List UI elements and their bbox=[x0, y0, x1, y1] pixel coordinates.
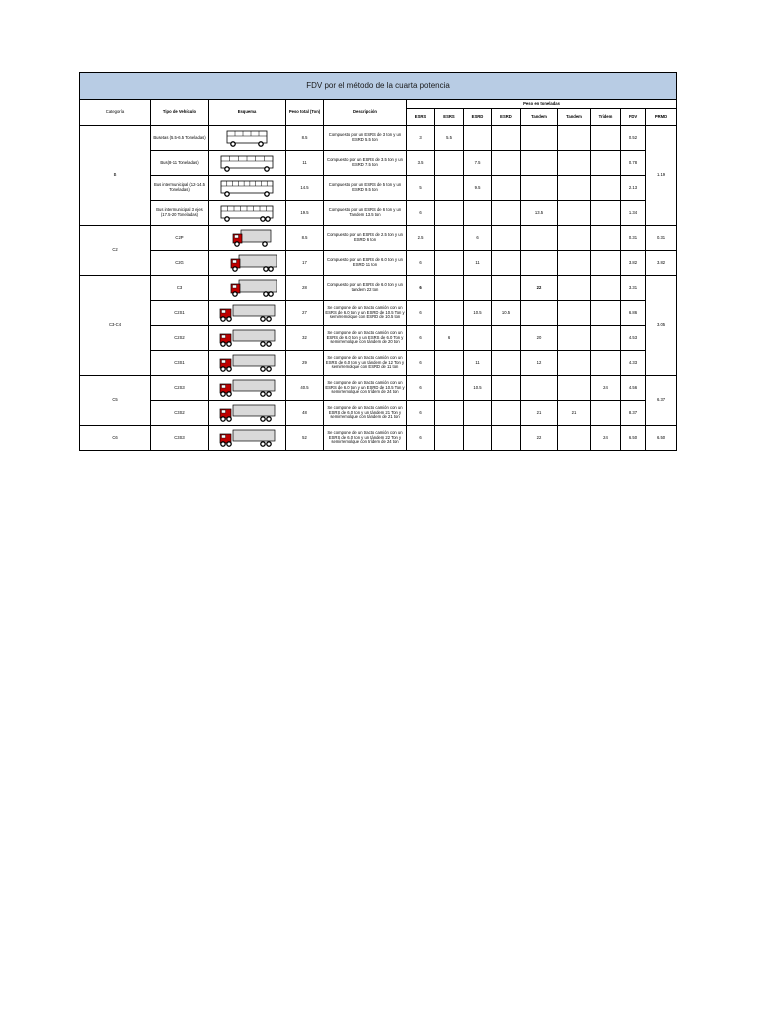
weight-cell-esrs: 6 bbox=[407, 426, 435, 451]
scheme-cell bbox=[209, 201, 286, 226]
category-cell: C5 bbox=[80, 376, 151, 426]
scheme-cell bbox=[209, 226, 286, 251]
weight-cell-esrs: 6 bbox=[407, 326, 435, 351]
vehicle-type-cell: C2S1 bbox=[151, 301, 209, 326]
weight-cell-esrd bbox=[492, 426, 521, 451]
fdv-cell: 4.33 bbox=[621, 351, 646, 376]
weight-cell-esrs bbox=[435, 251, 464, 276]
weight-cell-tridem bbox=[591, 276, 621, 301]
weight-cell-tandem bbox=[558, 126, 591, 151]
scheme-cell bbox=[209, 326, 286, 351]
weight-cell-tridem bbox=[591, 176, 621, 201]
weight-cell-esrs bbox=[435, 401, 464, 426]
scheme-cell bbox=[209, 176, 286, 201]
total-weight-cell: 8.5 bbox=[286, 226, 324, 251]
col-header-esrs-0: ESRS bbox=[407, 109, 435, 126]
table-row bbox=[80, 301, 677, 326]
weight-cell-tandem: 21 bbox=[558, 401, 591, 426]
total-weight-cell: 48 bbox=[286, 401, 324, 426]
weight-cell-esrd: 7.5 bbox=[464, 151, 492, 176]
fdv-table bbox=[79, 72, 677, 451]
fdv-cell: 0.31 bbox=[621, 226, 646, 251]
category-cell: C3-C4 bbox=[80, 276, 151, 376]
weight-cell-esrd bbox=[464, 201, 492, 226]
col-header-tridem-6: Tridem bbox=[591, 109, 621, 126]
weight-cell-esrs bbox=[435, 226, 464, 251]
weight-cell-esrd bbox=[464, 326, 492, 351]
col-header-peso-group: Peso en toneladas bbox=[407, 100, 677, 109]
fdv-cell: 4.53 bbox=[621, 326, 646, 351]
weight-cell-tandem bbox=[558, 326, 591, 351]
fdv-cell: 3.31 bbox=[621, 276, 646, 301]
weight-cell-esrs: 2.5 bbox=[407, 226, 435, 251]
long-bus-icon bbox=[217, 179, 277, 197]
table-row bbox=[80, 126, 677, 151]
vehicle-type-cell: C2G bbox=[151, 251, 209, 276]
fdv-cell: 0.52 bbox=[621, 126, 646, 151]
weight-cell-tridem bbox=[591, 401, 621, 426]
weight-cell-tandem bbox=[558, 426, 591, 451]
weight-cell-tridem bbox=[591, 126, 621, 151]
weight-cell-tandem bbox=[558, 151, 591, 176]
vehicle-type-cell: C3 bbox=[151, 276, 209, 301]
weight-cell-esrd: 11 bbox=[464, 251, 492, 276]
col-header-esrd-3: ESRD bbox=[492, 109, 521, 126]
weight-cell-tandem bbox=[521, 251, 558, 276]
fdv-cell: 6.86 bbox=[621, 301, 646, 326]
prmd-cell: 0.31 bbox=[646, 226, 677, 251]
fdv-cell: 4.56 bbox=[621, 376, 646, 401]
weight-cell-esrd bbox=[492, 251, 521, 276]
weight-cell-esrs: 5 bbox=[407, 176, 435, 201]
weight-cell-esrs bbox=[435, 151, 464, 176]
weight-cell-esrs: 6 bbox=[407, 201, 435, 226]
weight-cell-tandem bbox=[558, 376, 591, 401]
weight-cell-esrd bbox=[492, 276, 521, 301]
table-row bbox=[80, 426, 677, 451]
fdv-cell: 0.78 bbox=[621, 151, 646, 176]
scheme-cell bbox=[209, 251, 286, 276]
table-row bbox=[80, 176, 677, 201]
category-cell: B bbox=[80, 126, 151, 226]
weight-cell-esrd: 10.5 bbox=[492, 301, 521, 326]
scheme-cell bbox=[209, 301, 286, 326]
description-cell: Compuesto por un ESRS de 2.5 ton y un ESRD 6 ton bbox=[324, 226, 407, 251]
total-weight-cell: 40.5 bbox=[286, 376, 324, 401]
total-weight-cell: 11 bbox=[286, 151, 324, 176]
semi-trailer-icon bbox=[217, 354, 277, 372]
weight-cell-esrd bbox=[464, 126, 492, 151]
description-cell: Compuesto por un ESRS de 5 ton y un ESRD 9.5 ton bbox=[324, 176, 407, 201]
weight-cell-esrs: 6 bbox=[407, 401, 435, 426]
weight-cell-tandem bbox=[558, 251, 591, 276]
table-row bbox=[80, 326, 677, 351]
total-weight-cell: 14.5 bbox=[286, 176, 324, 201]
total-weight-cell: 29 bbox=[286, 351, 324, 376]
weight-cell-esrs: 6 bbox=[407, 376, 435, 401]
weight-cell-esrd: 11 bbox=[464, 351, 492, 376]
description-cell: Se compone de un tracto camión con un ESRS de 6.0 ton y un ESRD de 10.5 Ton y semirremolque con ESRD de 10.5 ton bbox=[324, 301, 407, 326]
scheme-cell bbox=[209, 126, 286, 151]
scheme-cell bbox=[209, 276, 286, 301]
weight-cell-tandem bbox=[558, 201, 591, 226]
weight-cell-esrd bbox=[492, 151, 521, 176]
weight-cell-esrd bbox=[492, 126, 521, 151]
weight-cell-esrd: 10.5 bbox=[464, 376, 492, 401]
weight-cell-tandem bbox=[558, 226, 591, 251]
prmd-cell: 6.50 bbox=[646, 426, 677, 451]
weight-cell-tandem bbox=[521, 151, 558, 176]
table-row bbox=[80, 151, 677, 176]
weight-cell-esrs bbox=[435, 351, 464, 376]
weight-cell-tandem: 13.5 bbox=[521, 201, 558, 226]
description-cell: Compuesto por un ESRS de 6 ton y un Tandem 13.5 ton bbox=[324, 201, 407, 226]
col-header-esquema: Esquema bbox=[209, 100, 286, 126]
col-header-tipo: Tipo de Vehículo bbox=[151, 100, 209, 126]
weight-cell-tandem: 20 bbox=[521, 326, 558, 351]
vehicle-type-cell: C3S1 bbox=[151, 351, 209, 376]
description-cell: Compuesto por un ESRS de 6.0 ton y un ESRD 11 ton bbox=[324, 251, 407, 276]
fdv-cell: 1.34 bbox=[621, 201, 646, 226]
weight-cell-tridem bbox=[591, 326, 621, 351]
col-header-esrd-2: ESRD bbox=[464, 109, 492, 126]
scheme-cell bbox=[209, 351, 286, 376]
description-cell: Se compone de un tracto camión con un ESRS de 6.0 ton y un tándem 22 Ton y semirremolque con trídem de 24 ton bbox=[324, 426, 407, 451]
vehicle-type-cell: Bus intermunicipal 3 ejes (17.5-20 Toneladas) bbox=[151, 201, 209, 226]
weight-cell-esrd bbox=[492, 226, 521, 251]
fdv-cell: 2.13 bbox=[621, 176, 646, 201]
table-row bbox=[80, 251, 677, 276]
weight-cell-esrd bbox=[492, 201, 521, 226]
weight-cell-esrs: 6 bbox=[435, 326, 464, 351]
table-row bbox=[80, 376, 677, 401]
description-cell: Se compone de un tracto camión con un ESRS de 6.0 ton y un ESRS de 6.0 Ton y semirremolque con tándem de 20 ton bbox=[324, 326, 407, 351]
col-header-tandem-4: Tandem bbox=[521, 109, 558, 126]
col-header-fdv-7: FDV bbox=[621, 109, 646, 126]
weight-cell-esrd: 6 bbox=[464, 226, 492, 251]
weight-cell-tandem: 22 bbox=[521, 276, 558, 301]
weight-cell-tandem bbox=[521, 176, 558, 201]
vehicle-type-cell: C2P bbox=[151, 226, 209, 251]
category-cell: C2 bbox=[80, 226, 151, 276]
col-header-tandem-5: Tandem bbox=[558, 109, 591, 126]
weight-cell-tridem bbox=[591, 251, 621, 276]
col-header-categoria: Categoría bbox=[80, 100, 151, 126]
prmd-cell: 6.37 bbox=[646, 376, 677, 426]
vehicle-type-cell: C2S3 bbox=[151, 376, 209, 401]
weight-cell-tridem bbox=[591, 226, 621, 251]
fdv-cell: 8.37 bbox=[621, 401, 646, 426]
weight-cell-tandem bbox=[558, 176, 591, 201]
semi-trailer-icon bbox=[217, 329, 277, 347]
fdv-cell: 3.82 bbox=[621, 251, 646, 276]
description-cell: Se compone de un tracto camión con un ESRS de 6.0 ton y un tándem de 12 Ton y semirremolque con ESRD de 11 ton bbox=[324, 351, 407, 376]
total-weight-cell: 8.5 bbox=[286, 126, 324, 151]
fdv-cell: 6.50 bbox=[621, 426, 646, 451]
small-truck-icon bbox=[217, 229, 277, 247]
weight-cell-esrd: 10.5 bbox=[464, 301, 492, 326]
weight-cell-esrs: 3.5 bbox=[407, 151, 435, 176]
table-row bbox=[80, 276, 677, 301]
col-header-descripcion: Descripción bbox=[324, 100, 407, 126]
vehicle-type-cell: C3S2 bbox=[151, 401, 209, 426]
weight-cell-tandem bbox=[521, 226, 558, 251]
weight-cell-tandem bbox=[558, 301, 591, 326]
weight-cell-esrs: 6 bbox=[407, 351, 435, 376]
weight-cell-tandem: 21 bbox=[521, 401, 558, 426]
weight-cell-esrd: 9.5 bbox=[464, 176, 492, 201]
weight-cell-esrs bbox=[435, 276, 464, 301]
total-weight-cell: 52 bbox=[286, 426, 324, 451]
weight-cell-tridem: 24 bbox=[591, 376, 621, 401]
weight-cell-tridem: 24 bbox=[591, 426, 621, 451]
semi-trailer-icon bbox=[217, 429, 277, 447]
weight-cell-tandem: 22 bbox=[521, 426, 558, 451]
description-cell: Se compone de un tracto camión con un ESRS de 6.0 ton y un ESRD de 10.5 Ton y semirremolque con trídem de 24 ton bbox=[324, 376, 407, 401]
weight-cell-esrs: 6 bbox=[407, 251, 435, 276]
weight-cell-esrs: 6 bbox=[407, 301, 435, 326]
weight-cell-esrd bbox=[464, 401, 492, 426]
scheme-cell bbox=[209, 376, 286, 401]
description-cell: Compuesto por un ESRS de 3 ton y un ESRD 5.5 ton bbox=[324, 126, 407, 151]
three-axle-bus-icon bbox=[217, 204, 277, 222]
weight-cell-tridem bbox=[591, 201, 621, 226]
weight-cell-esrd bbox=[464, 426, 492, 451]
scheme-cell bbox=[209, 426, 286, 451]
weight-cell-esrs: 6 bbox=[407, 276, 435, 301]
scheme-cell bbox=[209, 151, 286, 176]
col-header-esrs-1: ESRS bbox=[435, 109, 464, 126]
total-weight-cell: 27 bbox=[286, 301, 324, 326]
description-cell: Se compone de un tracto camión con un ESRS de 6.0 ton y un tándem 21 Ton y semirremolque con tándem de 21 ton bbox=[324, 401, 407, 426]
prmd-cell: 3.05 bbox=[646, 276, 677, 376]
truck-icon bbox=[217, 279, 277, 297]
weight-cell-tandem bbox=[521, 301, 558, 326]
weight-cell-tandem bbox=[558, 276, 591, 301]
weight-cell-esrd bbox=[492, 401, 521, 426]
weight-cell-esrs bbox=[435, 201, 464, 226]
prmd-cell: 3.82 bbox=[646, 251, 677, 276]
vehicle-type-cell: C2S2 bbox=[151, 326, 209, 351]
semi-trailer-icon bbox=[217, 304, 277, 322]
total-weight-cell: 19.5 bbox=[286, 201, 324, 226]
weight-cell-esrd bbox=[464, 276, 492, 301]
weight-cell-tandem bbox=[558, 351, 591, 376]
table-title: FDV por el método de la cuarta potencia bbox=[80, 73, 677, 100]
table-row bbox=[80, 201, 677, 226]
vehicle-type-cell: C3S3 bbox=[151, 426, 209, 451]
table-row bbox=[80, 226, 677, 251]
weight-cell-tandem bbox=[521, 376, 558, 401]
minibus-icon bbox=[217, 129, 277, 147]
semi-trailer-icon bbox=[217, 404, 277, 422]
col-header-peso-total: Peso total (Ton) bbox=[286, 100, 324, 126]
description-cell: Compuesto por un ESRS de 3.5 ton y un ESRD 7.5 ton bbox=[324, 151, 407, 176]
truck-icon bbox=[217, 254, 277, 272]
weight-cell-tridem bbox=[591, 301, 621, 326]
weight-cell-esrs bbox=[435, 301, 464, 326]
category-cell: C6 bbox=[80, 426, 151, 451]
weight-cell-esrs: 5.5 bbox=[435, 126, 464, 151]
weight-cell-esrd bbox=[492, 326, 521, 351]
table-row bbox=[80, 401, 677, 426]
prmd-cell: 1.19 bbox=[646, 126, 677, 226]
semi-trailer-icon bbox=[217, 379, 277, 397]
table-row bbox=[80, 351, 677, 376]
weight-cell-esrd bbox=[492, 176, 521, 201]
vehicle-type-cell: Bus intermunicipal (12-14.5 Toneladas) bbox=[151, 176, 209, 201]
scheme-cell bbox=[209, 401, 286, 426]
bus-icon bbox=[217, 154, 277, 172]
col-header-prmd-8: PRMD bbox=[646, 109, 677, 126]
total-weight-cell: 28 bbox=[286, 276, 324, 301]
weight-cell-esrs: 3 bbox=[407, 126, 435, 151]
weight-cell-esrd bbox=[492, 351, 521, 376]
weight-cell-esrs bbox=[435, 376, 464, 401]
weight-cell-esrs bbox=[435, 426, 464, 451]
weight-cell-tridem bbox=[591, 351, 621, 376]
weight-cell-esrs bbox=[435, 176, 464, 201]
vehicle-type-cell: Busetas (5.5-6.5 Toneladas) bbox=[151, 126, 209, 151]
weight-cell-tridem bbox=[591, 151, 621, 176]
description-cell: Compuesto por un ESRS de 6.0 ton y un tandem 22 ton bbox=[324, 276, 407, 301]
weight-cell-tandem bbox=[521, 126, 558, 151]
vehicle-type-cell: Bus(8-11 Toneladas) bbox=[151, 151, 209, 176]
total-weight-cell: 32 bbox=[286, 326, 324, 351]
total-weight-cell: 17 bbox=[286, 251, 324, 276]
weight-cell-tandem: 12 bbox=[521, 351, 558, 376]
weight-cell-esrd bbox=[492, 376, 521, 401]
